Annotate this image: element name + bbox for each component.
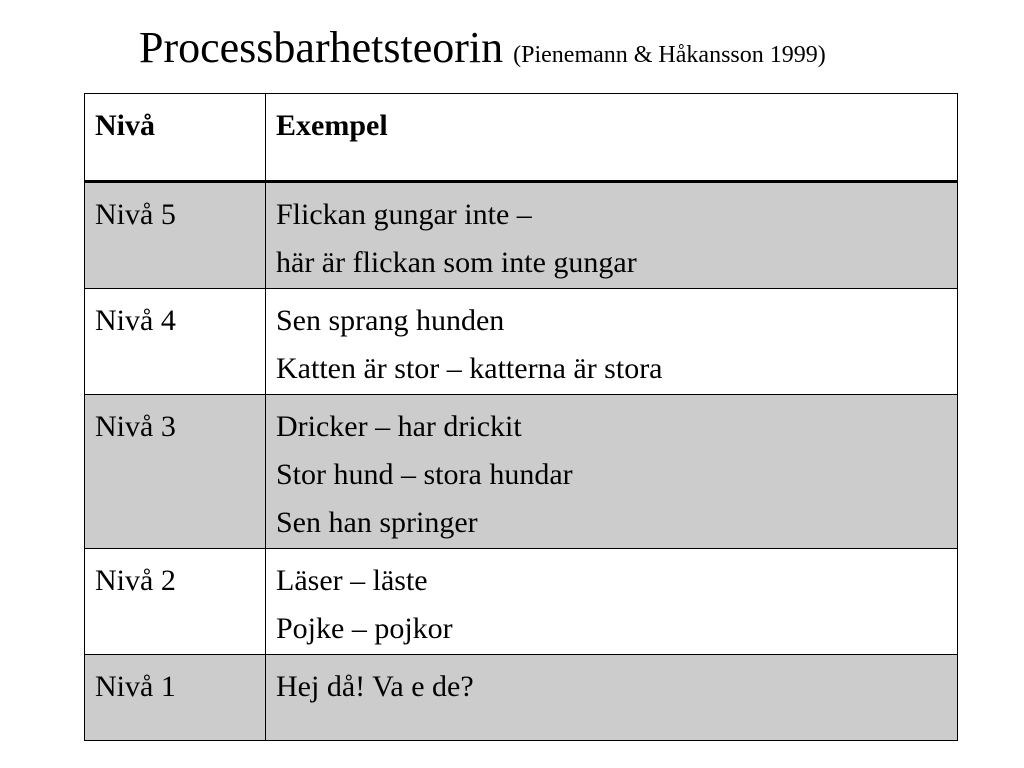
table-row bbox=[85, 549, 958, 655]
table-row bbox=[85, 289, 958, 395]
example-cell bbox=[266, 182, 958, 289]
example-line: Hej då! Va e de? bbox=[276, 670, 474, 703]
example-line: Flickan gungar inte – bbox=[276, 198, 532, 231]
level-cell: Nivå 5 bbox=[85, 182, 266, 289]
example-cell bbox=[266, 549, 958, 655]
table-row bbox=[85, 655, 958, 741]
example-cell bbox=[266, 289, 958, 395]
example-line: Läser – läste bbox=[276, 564, 428, 597]
slide-title bbox=[139, 18, 1009, 78]
level-cell: Nivå 4 bbox=[85, 289, 266, 395]
title-citation: (Pienemann & Håkansson 1999) bbox=[513, 42, 826, 68]
table-header-row bbox=[85, 94, 958, 182]
title-main: Processbarhetsteorin bbox=[139, 23, 504, 72]
example-line: här är flickan som inte gungar bbox=[276, 246, 637, 279]
example-line: Dricker – har drickit bbox=[276, 410, 522, 443]
example-line: Sen sprang hunden bbox=[276, 304, 505, 337]
levels-table bbox=[84, 93, 958, 741]
level-cell: Nivå 2 bbox=[85, 549, 266, 655]
table-row bbox=[85, 395, 958, 549]
header-example: Exempel bbox=[266, 94, 958, 182]
example-line: Pojke – pojkor bbox=[276, 612, 453, 645]
example-line: Stor hund – stora hundar bbox=[276, 458, 573, 491]
level-cell: Nivå 3 bbox=[85, 395, 266, 549]
header-level: Nivå bbox=[85, 94, 266, 182]
example-line: Katten är stor – katterna är stora bbox=[276, 352, 663, 385]
table-row bbox=[85, 182, 958, 289]
example-cell bbox=[266, 655, 958, 741]
example-line: Sen han springer bbox=[276, 506, 478, 539]
example-cell bbox=[266, 395, 958, 549]
level-cell: Nivå 1 bbox=[85, 655, 266, 741]
